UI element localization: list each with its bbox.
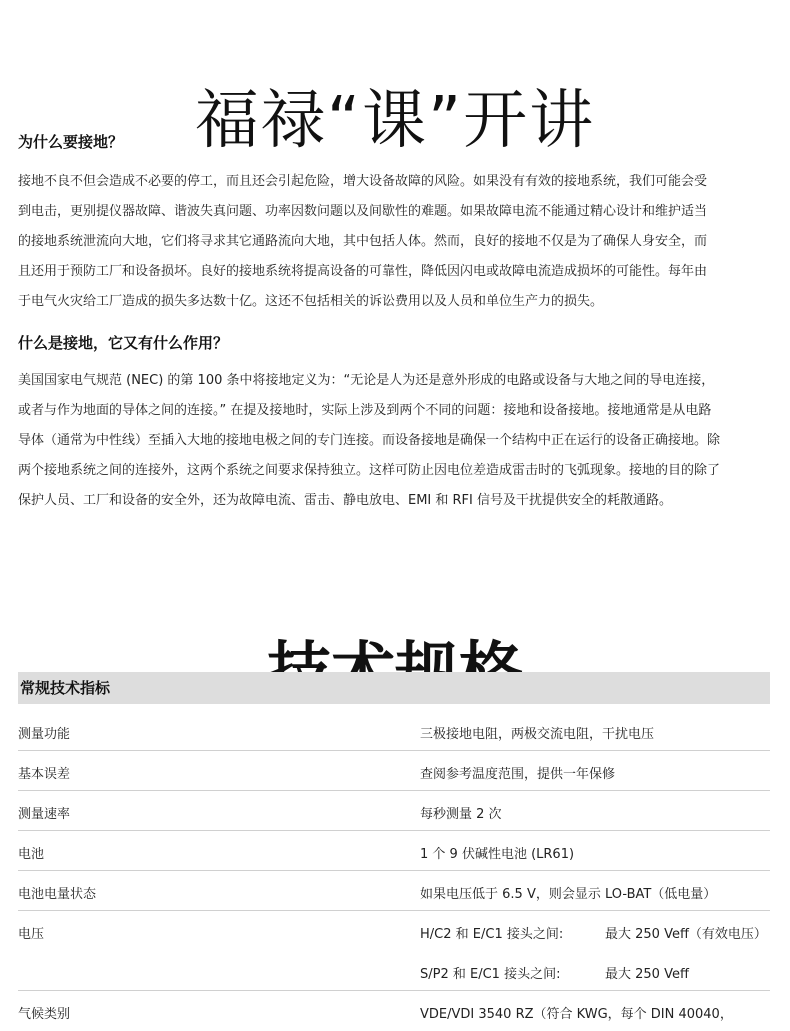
paragraph-line: 接地不良不但会造成不必要的停工，而且还会引起危险，增大设备故障的风险。如果没有有效的接地系统，我们可能会受 [18, 174, 708, 189]
table-row [18, 991, 770, 1031]
spec-value: 每秒测量 2 次 [420, 807, 502, 822]
paragraph-what-is-ground [18, 366, 773, 516]
spec-key: 电压 [18, 927, 45, 942]
paragraph-line: 保护人员、工厂和设备的安全外，还为故障电流、雷击、静电放电、EMI 和 RFI 信号及干扰提供安全的耗散通路。 [18, 493, 673, 508]
table-row [18, 711, 770, 751]
paragraph-line: 到电击，更别提仪器故障、谐波失真问题、功率因数问题以及间歇性的难题。如果故障电流不能通过精心设计和维护适当 [18, 204, 708, 219]
spec-key: 电池 [18, 847, 45, 862]
paragraph-line: 或者与作为地面的导体之间的连接。” 在提及接地时，实际上涉及到两个不同的问题：接地和设备接地。接地通常是从电路 [18, 403, 712, 418]
paragraph-line: 且还用于预防工厂和设备损坏。良好的接地系统将提高设备的可靠性，降低因闪电或故障电流造成损坏的可能性。每年由 [18, 264, 708, 279]
spec-value: VDE/VDI 3540 RZ（符合 KWG，每个 DIN 40040， [420, 1007, 733, 1022]
spec-table-header: 常规技术指标 [18, 672, 770, 704]
section-heading-what-is-ground: 什么是接地，它又有什么作用？ [18, 334, 229, 352]
table-row [18, 791, 770, 831]
spec-value-secondary: 最大 250 Veff（有效电压） [605, 927, 767, 942]
spec-key: 测量功能 [18, 727, 71, 742]
spec-key: 气候类别 [18, 1007, 71, 1022]
table-row [18, 911, 770, 951]
paragraph-line: 于电气火灾给工厂造成的损失多达数十亿。这还不包括相关的诉讼费用以及人员和单位生产力的损失。 [18, 294, 604, 309]
spec-value: 1 个 9 伏碱性电池 (LR61) [420, 847, 575, 862]
spec-key: 测量速率 [18, 807, 71, 822]
table-row [18, 871, 770, 911]
spec-value: 查阅参考温度范围，提供一年保修 [420, 767, 616, 782]
spec-value: H/C2 和 E/C1 接头之间: [420, 927, 564, 942]
page-title: 福禄“课”开讲 [194, 83, 596, 158]
paragraph-why-ground [18, 167, 773, 317]
spec-value: 三极接地电阻，两极交流电阻，干扰电压 [420, 727, 655, 742]
paragraph-line: 的接地系统泄流向大地，它们将寻求其它通路流向大地，其中包括人体。然而，良好的接地不仅是为了确保人身安全，而 [18, 234, 708, 249]
spec-value: 如果电压低于 6.5 V，则会显示 LO-BAT（低电量） [420, 887, 717, 902]
spec-key: 基本误差 [18, 767, 71, 782]
table-row [18, 751, 770, 791]
spec-value: S/P2 和 E/C1 接头之间: [420, 967, 561, 982]
section-heading-why-ground: 为什么要接地？ [18, 133, 124, 151]
table-row [18, 831, 770, 871]
paragraph-line: 美国国家电气规范 (NEC) 的第 100 条中将接地定义为：“无论是人为还是意外形成的电路或设备与大地之间的导电连接， [18, 373, 715, 388]
table-row [18, 951, 770, 991]
paragraph-line: 导体（通常为中性线）至插入大地的接地电极之间的专门连接。而设备接地是确保一个结构中正在运行的设备正确接地。除 [18, 433, 721, 448]
paragraph-line: 两个接地系统之间的连接外，这两个系统之间要求保持独立。这样可防止因电位差造成雷击时的飞弧现象。接地的目的除了 [18, 463, 721, 478]
spec-key: 电池电量状态 [18, 887, 97, 902]
spec-value-secondary: 最大 250 Veff [605, 967, 689, 982]
